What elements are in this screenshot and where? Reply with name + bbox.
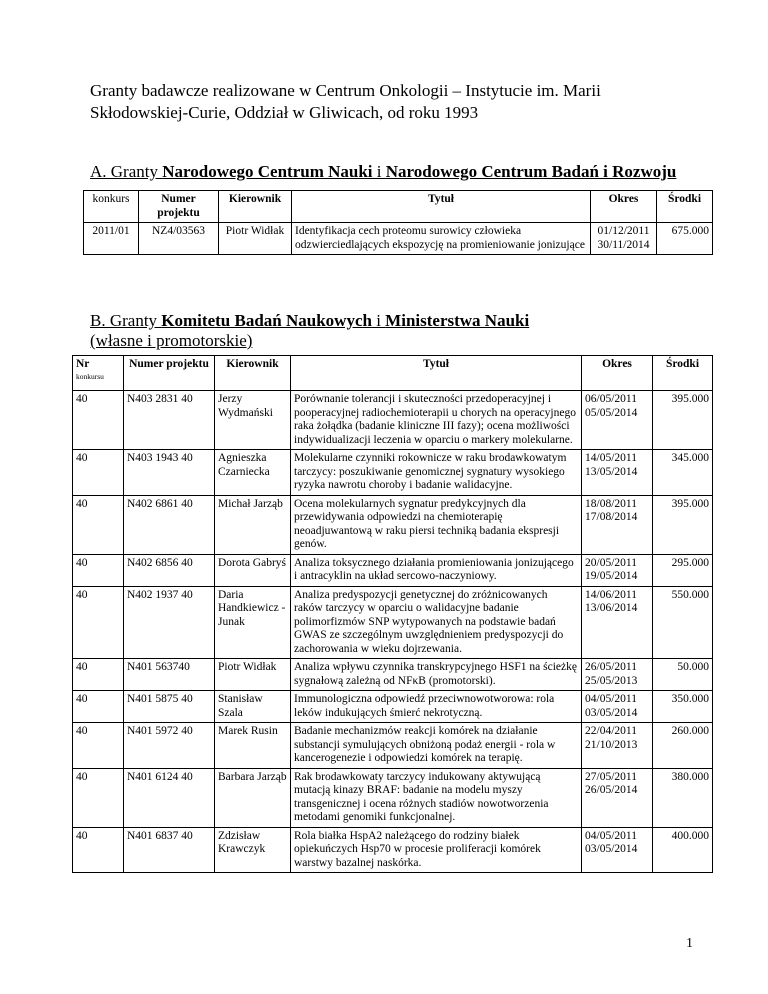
cell-tytul: Ocena molekularnych sygnatur predykcyjnych dla przewidywania odpowiedzi na chemioterapię neoadjuwantową w raku piersi techniką badania ekspresji genów.	[291, 495, 582, 554]
cell-numer: N401 6124 40	[124, 768, 215, 827]
cell-okres: 06/05/2011 05/05/2014	[582, 391, 653, 450]
cell-okres: 20/05/2011 19/05/2014	[582, 554, 653, 586]
header-konkurs: konkurs	[84, 191, 139, 223]
cell-okres: 04/05/2011 03/05/2014	[582, 691, 653, 723]
header-kierownik: Kierownik	[219, 191, 292, 223]
header-numer: Numer projektu	[139, 191, 219, 223]
table-row	[73, 554, 713, 586]
header-nr-sub: konkursu	[76, 371, 104, 381]
header-okres: Okres	[591, 191, 657, 223]
cell-tytul: Porównanie tolerancji i skuteczności przedoperacyjnej i pooperacyjnej radiochemioterapii u chorych na operacyjnego raka żołądka (badanie kliniczne III fazy); ocena możliwości indywidualizacji leczenia w oparciu o markery molekularne.	[291, 391, 582, 450]
cell-nr: 40	[73, 554, 124, 586]
cell-tytul: Rak brodawkowaty tarczycy indukowany aktywującą mutacją kinazy BRAF: badanie na modelu myszy transgenicznej i ocena różnych stadiów nowotworzenia metodami genomiki funkcjonalnej.	[291, 768, 582, 827]
header-srodki: Środki	[653, 356, 713, 391]
cell-konkurs: 2011/01	[84, 223, 139, 255]
header-kierownik: Kierownik	[215, 356, 291, 391]
cell-numer: NZ4/03563	[139, 223, 219, 255]
section-b-subtitle: (własne i promotorskie)	[90, 331, 253, 350]
cell-numer: N401 6837 40	[124, 827, 215, 873]
cell-numer: N401 563740	[124, 659, 215, 691]
cell-numer: N403 2831 40	[124, 391, 215, 450]
header-tytul: Tytuł	[292, 191, 591, 223]
cell-kierownik: Marek Rusin	[215, 723, 291, 769]
cell-srodki: 395.000	[653, 495, 713, 554]
cell-nr: 40	[73, 450, 124, 496]
cell-numer: N403 1943 40	[124, 450, 215, 496]
cell-tytul: Identyfikacja cech proteomu surowicy człowieka odzwierciedlających ekspozycję na promieniowanie jonizujące	[292, 223, 591, 255]
cell-okres: 18/08/2011 17/08/2014	[582, 495, 653, 554]
cell-okres: 22/04/2011 21/10/2013	[582, 723, 653, 769]
cell-kierownik: Piotr Widłak	[219, 223, 292, 255]
cell-nr: 40	[73, 723, 124, 769]
cell-srodki: 400.000	[653, 827, 713, 873]
cell-okres: 04/05/2011 03/05/2014	[582, 827, 653, 873]
cell-srodki: 395.000	[653, 391, 713, 450]
table-b	[72, 355, 713, 873]
cell-srodki: 350.000	[653, 691, 713, 723]
cell-nr: 40	[73, 659, 124, 691]
table-row	[73, 495, 713, 554]
cell-numer: N401 5972 40	[124, 723, 215, 769]
table-row	[73, 659, 713, 691]
cell-tytul: Analiza wpływu czynnika transkrypcyjnego HSF1 na ścieżkę sygnałową zależną od NFκB (promotorski).	[291, 659, 582, 691]
cell-tytul: Molekularne czynniki rokownicze w raku brodawkowatym tarczycy: poszukiwanie genomicznej sygnatury wysokiego ryzyka nawrotu choroby i badanie walidacyjne.	[291, 450, 582, 496]
cell-numer: N402 6861 40	[124, 495, 215, 554]
cell-kierownik: Zdzisław Krawczyk	[215, 827, 291, 873]
cell-tytul: Badanie mechanizmów reakcji komórek na działanie substancji symulujących obniżoną podaż energii - rola w kancerogenezie i odpowiedzi komórek na terapię.	[291, 723, 582, 769]
cell-numer: N402 1937 40	[124, 586, 215, 659]
table-row	[84, 223, 713, 255]
section-b-prefix: B. Granty	[90, 311, 162, 330]
cell-tytul: Immunologiczna odpowiedź przeciwnowotworowa: rola leków indukujących śmierć nekrotyczną.	[291, 691, 582, 723]
cell-tytul: Rola białka HspA2 należącego do rodziny białek opiekuńczych Hsp70 w procesie proliferacji komórek warstwy bazalnej naskórka.	[291, 827, 582, 873]
table-b-header	[73, 356, 713, 391]
table-row	[73, 586, 713, 659]
cell-srodki: 260.000	[653, 723, 713, 769]
table-row	[73, 691, 713, 723]
cell-okres: 26/05/2011 25/05/2013	[582, 659, 653, 691]
page-number: 1	[686, 936, 693, 951]
cell-kierownik: Michał Jarząb	[215, 495, 291, 554]
table-row	[73, 450, 713, 496]
cell-srodki: 345.000	[653, 450, 713, 496]
cell-tytul: Analiza predyspozycji genetycznej do zróżnicowanych raków tarczycy w oparciu o walidacyjne badanie polimorfizmów SNP wytypowanych na podstawie badań GWAS ze szczególnym uwzględnieniem predyspozycji do zachorowania w wieku dojrzewania.	[291, 586, 582, 659]
cell-nr: 40	[73, 391, 124, 450]
cell-nr: 40	[73, 495, 124, 554]
table-b-body	[73, 391, 713, 873]
section-a-mid: i	[372, 162, 386, 181]
cell-srodki: 550.000	[653, 586, 713, 659]
header-numer: Numer projektu	[124, 356, 215, 391]
cell-tytul: Analiza toksycznego działania promieniowania jonizującego i antracyklin na układ sercowo-naczyniowy.	[291, 554, 582, 586]
cell-numer: N402 6856 40	[124, 554, 215, 586]
cell-nr: 40	[73, 827, 124, 873]
section-b-bold1: Komitetu Badań Naukowych	[161, 311, 372, 330]
cell-srodki: 50.000	[653, 659, 713, 691]
section-a-heading	[90, 162, 676, 182]
cell-okres: 27/05/2011 26/05/2014	[582, 768, 653, 827]
section-a-prefix: A. Granty	[90, 162, 163, 181]
header-tytul: Tytuł	[291, 356, 582, 391]
table-row	[73, 391, 713, 450]
cell-kierownik: Agnieszka Czarniecka	[215, 450, 291, 496]
cell-kierownik: Stanisław Szala	[215, 691, 291, 723]
document-title: Granty badawcze realizowane w Centrum Onkologii – Instytucie im. Marii Skłodowskiej-Curie, Oddział w Gliwicach, od roku 1993	[90, 81, 601, 122]
cell-nr: 40	[73, 768, 124, 827]
cell-numer: N401 5875 40	[124, 691, 215, 723]
cell-srodki: 675.000	[657, 223, 713, 255]
table-a-header	[84, 191, 713, 223]
cell-srodki: 295.000	[653, 554, 713, 586]
cell-nr: 40	[73, 691, 124, 723]
cell-kierownik: Barbara Jarząb	[215, 768, 291, 827]
table-row	[73, 768, 713, 827]
cell-okres: 01/12/2011 30/11/2014	[591, 223, 657, 255]
cell-nr: 40	[73, 586, 124, 659]
cell-kierownik: Jerzy Wydmański	[215, 391, 291, 450]
section-b-heading	[90, 311, 529, 351]
cell-kierownik: Daria Handkiewicz -Junak	[215, 586, 291, 659]
table-a	[83, 190, 713, 255]
header-okres: Okres	[582, 356, 653, 391]
cell-srodki: 380.000	[653, 768, 713, 827]
section-a-bold1: Narodowego Centrum Nauki	[162, 162, 373, 181]
header-nr	[73, 356, 124, 391]
table-row	[73, 723, 713, 769]
cell-okres: 14/06/2011 13/06/2014	[582, 586, 653, 659]
section-b-mid: i	[371, 311, 386, 330]
section-a-bold2: Narodowego Centrum Badań i Rozwoju	[385, 162, 677, 181]
header-srodki: Środki	[657, 191, 713, 223]
cell-okres: 14/05/2011 13/05/2014	[582, 450, 653, 496]
cell-kierownik: Dorota Gabryś	[215, 554, 291, 586]
cell-kierownik: Piotr Widłak	[215, 659, 291, 691]
section-b-bold2: Ministerstwa Nauki	[385, 311, 530, 330]
table-row	[73, 827, 713, 873]
header-nr-label: Nr	[76, 358, 90, 370]
